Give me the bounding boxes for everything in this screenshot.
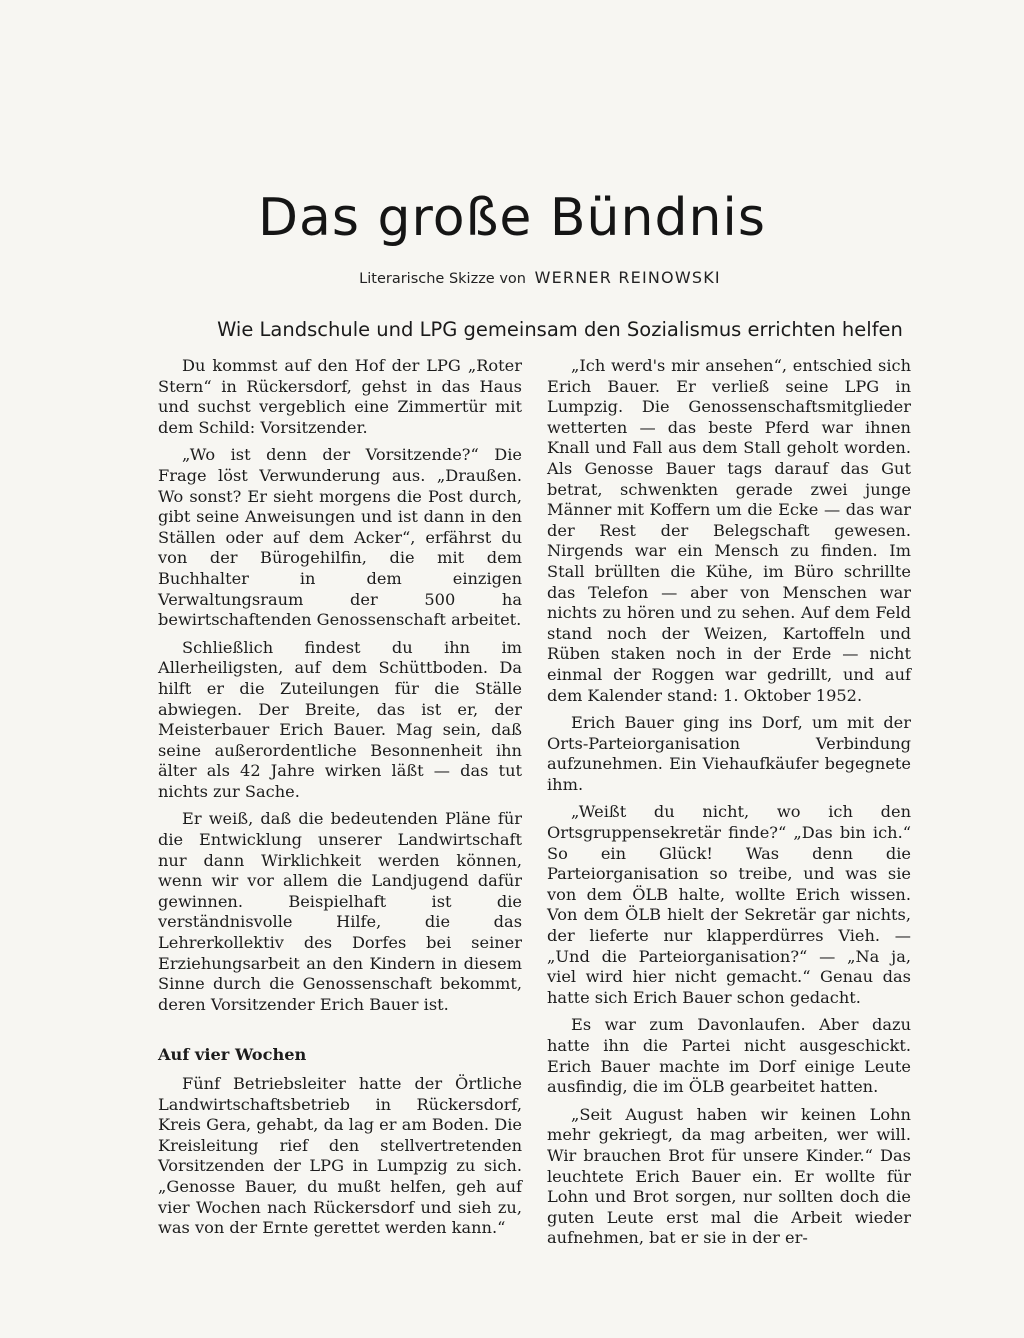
paragraph: Schließlich findest du ihn im Allerheiligsten, auf dem Schüttboden. Da hilft er die Zuteilungen für die Ställe abwiegen. Der Breite, das ist er, der Meisterbauer Erich Bauer. Mag sein, daß seine außerordentliche Besonnenheit ihn älter als 42 Jahre wirken läßt — das tut nichts zur Sache. [158, 637, 522, 801]
paragraph: Erich Bauer ging ins Dorf, um mit der Orts-Parteiorganisation Verbindung aufzunehmen. Ein Viehaufkäufer begegnete ihm. [547, 713, 911, 794]
right-column [547, 356, 911, 1256]
article-title: Das große Bündnis [258, 188, 766, 248]
byline [330, 268, 750, 287]
left-column [158, 356, 522, 1246]
byline-prefix: Literarische Skizze von [359, 271, 526, 287]
section-heading: Auf vier Wochen [158, 1045, 307, 1065]
paragraph: Er weiß, daß die bedeutenden Pläne für die Entwicklung unserer Landwirtschaft nur dann Wirklichkeit werden können, wenn wir vor allem die Landjugend dafür gewinnen. Beispielhaft ist die verständnisvolle Hilfe, die das Lehrerkollektiv des Dorfes bei seiner Erziehungsarbeit an den Kindern in diesem Sinne durch die Genossenschaft bekommt, deren Vorsitzender Erich Bauer ist. [158, 809, 522, 1014]
paragraph: Fünf Betriebsleiter hatte der Örtliche Landwirtschaftsbetrieb in Rückersdorf, Kreis Gera, gehabt, da lag er am Boden. Die Kreisleitung rief den stellvertretenden Vorsitzenden der LPG in Lumpzig zu sich. „Genosse Bauer, du mußt helfen, geh auf vier Wochen nach Rückersdorf und sieh zu, was von der Ernte gerettet werden kann.“ [158, 1074, 522, 1238]
paragraph: „Ich werd's mir ansehen“, entschied sich Erich Bauer. Er verließ seine LPG in Lumpzig. Die Genossenschaftsmitglieder wetterten — das beste Pferd war ihnen Knall und Fall aus dem Stall geholt worden. Als Genosse Bauer tags darauf das Gut betrat, schwenkten gerade zwei junge Männer mit Koffern um die Ecke — das war der Rest der Belegschaft gewesen. Nirgends war ein Mensch zu finden. Im Stall brüllten die Kühe, im Büro schrillte das Telefon — aber von Menschen war nichts zu hören und zu sehen. Auf dem Feld stand noch der Weizen, Kartoffeln und Rüben staken noch in der Erde — nicht einmal der Roggen war gedrillt, und auf dem Kalender stand: 1. Oktober 1952. [547, 356, 911, 705]
author-name: WERNER REINOWSKI [534, 268, 721, 287]
paragraph: „Weißt du nicht, wo ich den Ortsgruppensekretär finde?“ „Das bin ich.“ So ein Glück! Was denn die Parteiorganisation so treibe, und was sie von dem ÖLB halte, wollte Erich wissen. Von dem ÖLB hielt der Sekretär gar nichts, der lieferte nur klapperdürres Vieh. — „Und die Parteiorganisation?“ — „Na ja, viel wird hier nicht gemacht.“ Genau das hatte sich Erich Bauer schon gedacht. [547, 802, 911, 1007]
paragraph: Es war zum Davonlaufen. Aber dazu hatte ihn die Partei nicht ausgeschickt. Erich Bauer machte im Dorf einige Leute ausfindig, die im ÖLB gearbeitet hatten. [547, 1015, 911, 1097]
paragraph: „Wo ist denn der Vorsitzende?“ Die Frage löst Verwunderung aus. „Draußen. Wo sonst? Er sieht morgens die Post durch, gibt seine Anweisungen und ist dann in den Ställen oder auf dem Acker“, erfährst du von der Bürogehilfin, die mit dem Buchhalter in dem einzigen Verwaltungsraum der 500 ha bewirtschaftenden Genossenschaft arbeitet. [158, 445, 522, 630]
article-subtitle: Wie Landschule und LPG gemeinsam den Sozialismus errichten helfen [217, 318, 903, 341]
paragraph: „Seit August haben wir keinen Lohn mehr gekriegt, da mag arbeiten, wer will. Wir brauchen Brot für unsere Kinder.“ Das leuchtete Erich Bauer ein. Er wollte für Lohn und Brot sorgen, nur sollten doch die guten Leute erst mal die Arbeit wieder aufnehmen, bat er sie in der er- [547, 1104, 911, 1248]
paragraph: Du kommst auf den Hof der LPG „Roter Stern“ in Rückersdorf, gehst in das Haus und suchst vergeblich eine Zimmertür mit dem Schild: Vorsitzender. [158, 356, 522, 437]
